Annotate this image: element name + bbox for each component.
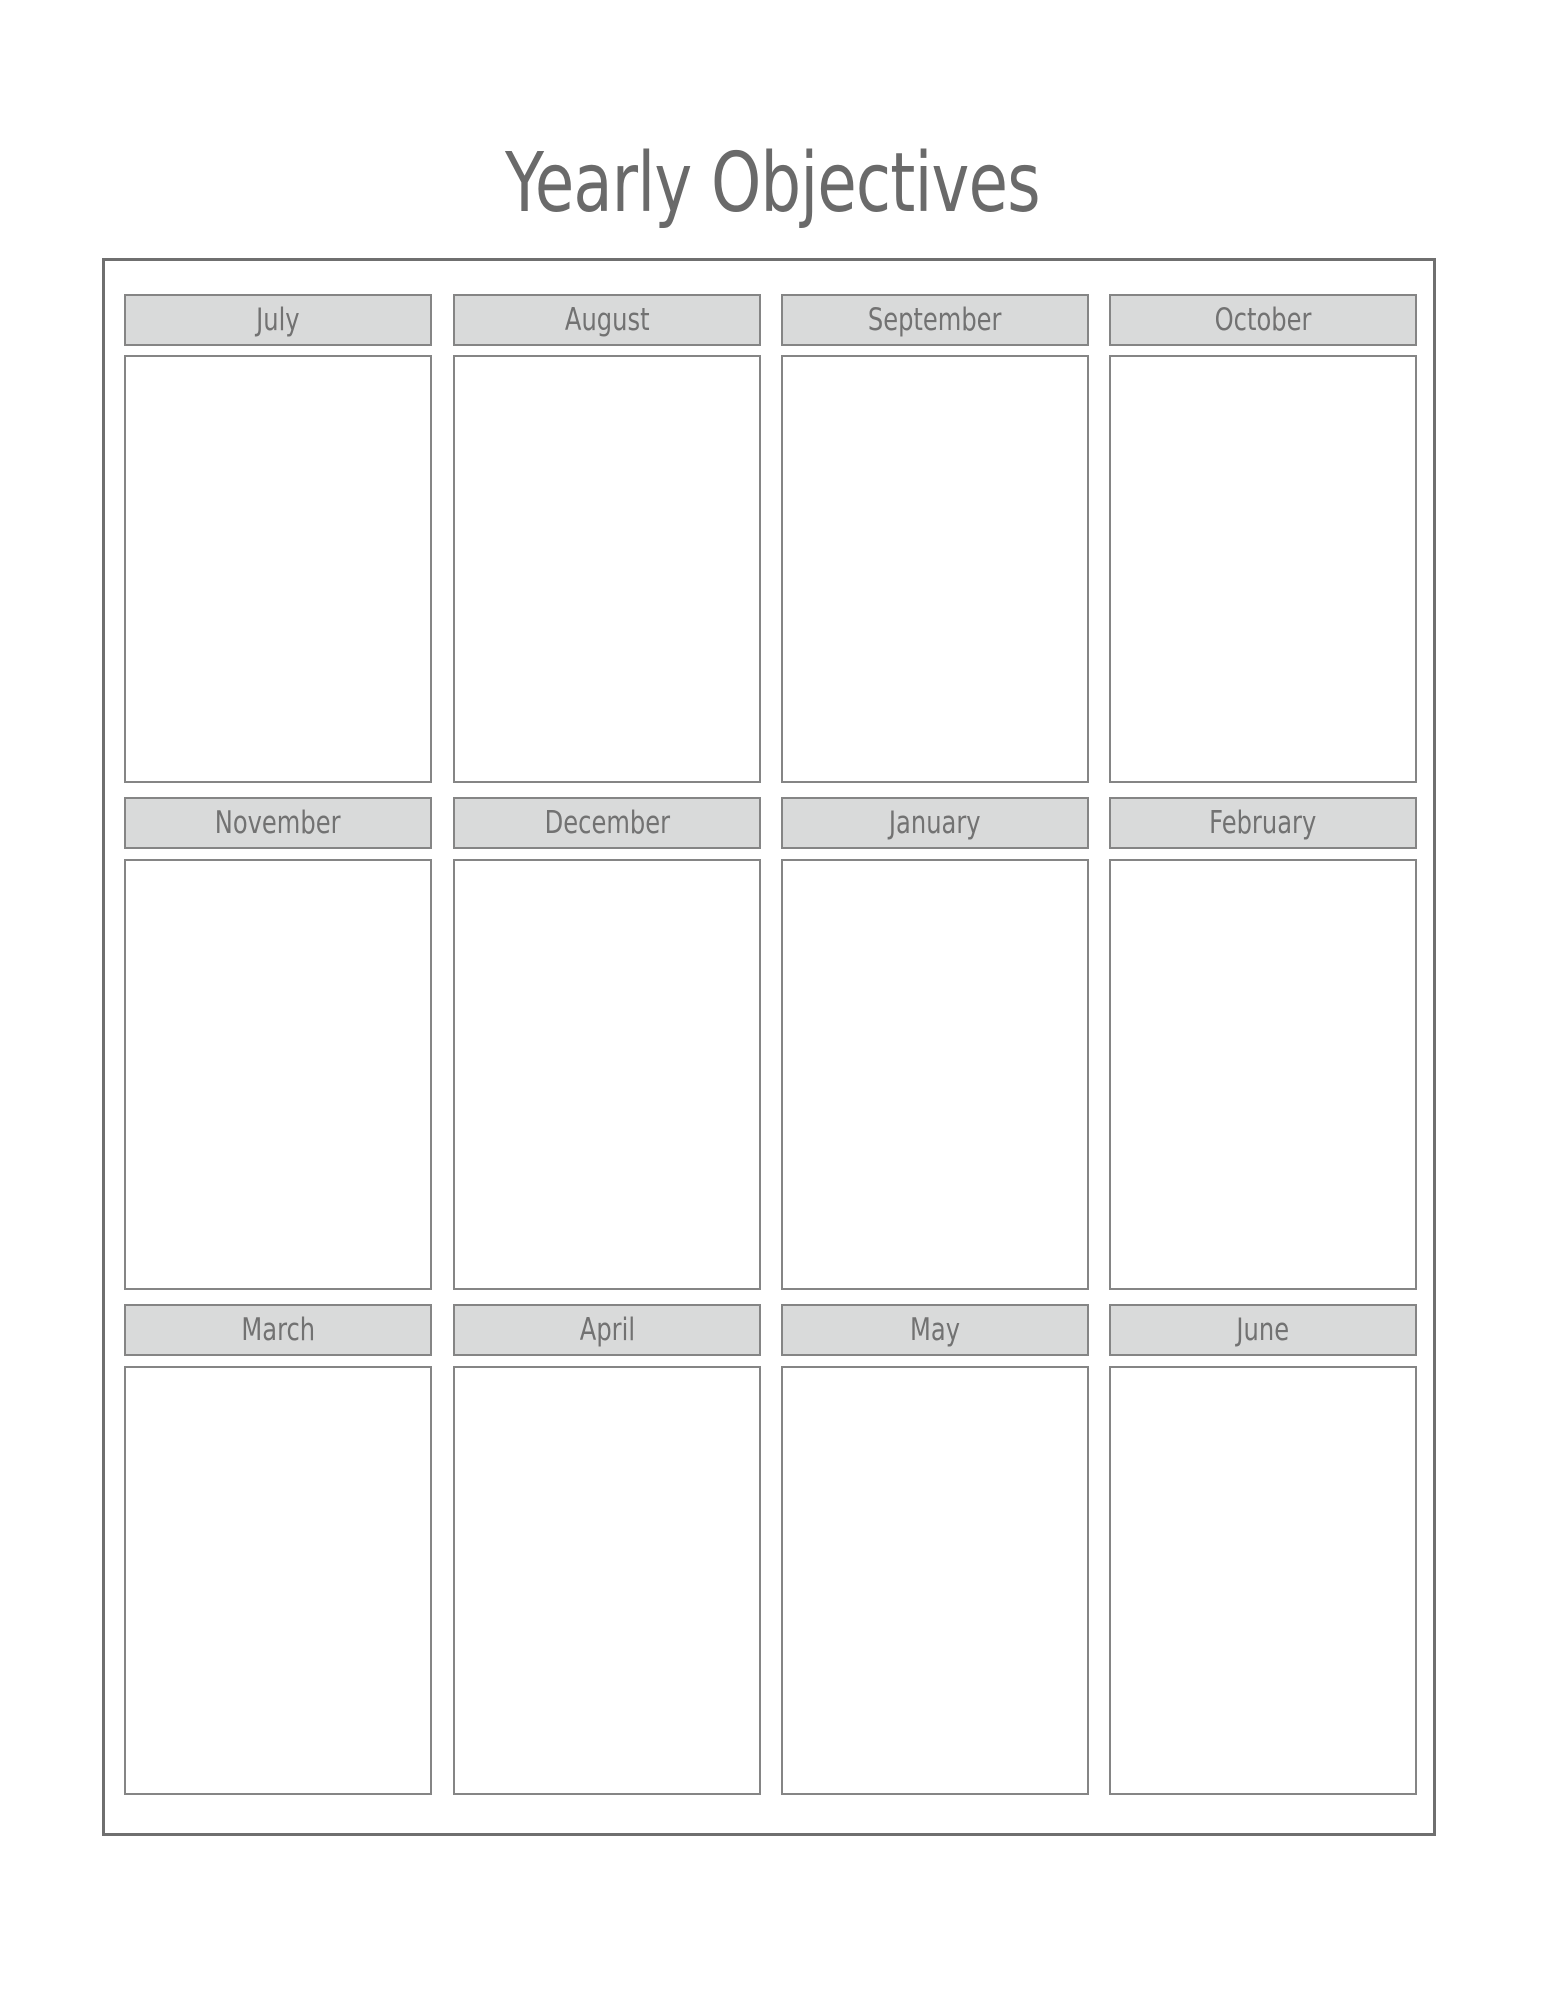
month-box-january[interactable]: [781, 859, 1089, 1290]
month-label: May: [910, 1312, 960, 1348]
month-header-june: [1109, 1304, 1417, 1356]
month-label: November: [215, 805, 341, 841]
month-box-october[interactable]: [1109, 355, 1417, 783]
month-label: April: [579, 1312, 635, 1348]
month-header-july: [124, 294, 432, 346]
month-header-january: [781, 797, 1089, 849]
month-box-december[interactable]: [453, 859, 761, 1290]
month-header-august: [453, 294, 761, 346]
month-box-march[interactable]: [124, 1366, 432, 1795]
month-label: July: [256, 302, 300, 338]
month-header-december: [453, 797, 761, 849]
month-header-april: [453, 1304, 761, 1356]
month-header-march: [124, 1304, 432, 1356]
month-label: February: [1209, 805, 1317, 841]
month-label: March: [241, 1312, 315, 1348]
month-box-june[interactable]: [1109, 1366, 1417, 1795]
month-box-april[interactable]: [453, 1366, 761, 1795]
month-label: June: [1236, 1312, 1290, 1348]
month-label: December: [544, 805, 670, 841]
month-header-february: [1109, 797, 1417, 849]
month-box-july[interactable]: [124, 355, 432, 783]
month-label: August: [564, 302, 650, 338]
month-box-may[interactable]: [781, 1366, 1089, 1795]
month-header-october: [1109, 294, 1417, 346]
month-header-november: [124, 797, 432, 849]
month-box-november[interactable]: [124, 859, 432, 1290]
month-box-february[interactable]: [1109, 859, 1417, 1290]
page-title: Yearly Objectives: [505, 136, 1040, 231]
month-label: January: [889, 805, 981, 841]
month-box-september[interactable]: [781, 355, 1089, 783]
month-box-august[interactable]: [453, 355, 761, 783]
month-header-may: [781, 1304, 1089, 1356]
month-header-september: [781, 294, 1089, 346]
month-label: September: [868, 302, 1002, 338]
month-label: October: [1214, 302, 1312, 338]
